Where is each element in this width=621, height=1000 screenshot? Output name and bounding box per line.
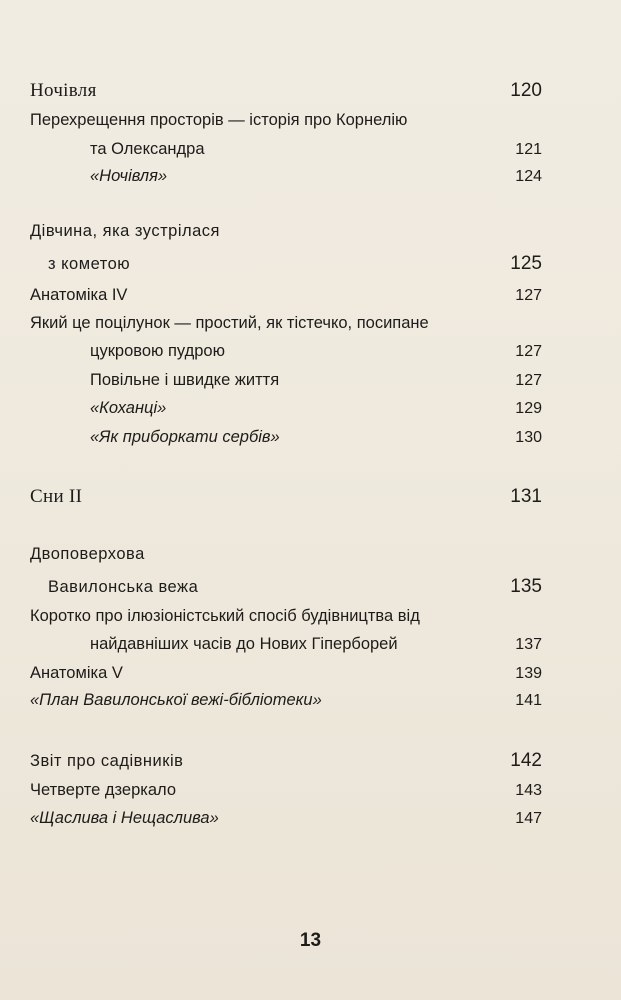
toc-entry-potsilunok[interactable] bbox=[30, 314, 542, 333]
toc-entry-kokhantsi[interactable] bbox=[30, 399, 542, 418]
toc-entry-dvopoverkhova-cont[interactable] bbox=[30, 576, 542, 598]
toc-entry-title: Анатоміка IV bbox=[30, 286, 128, 304]
toc-entry-title: «Як приборкати сербів» bbox=[90, 428, 280, 446]
toc-entry-anatomika-v[interactable] bbox=[30, 664, 542, 683]
toc-entry-title: Повільне і швидке життя bbox=[90, 371, 280, 389]
toc-entry-page: 139 bbox=[515, 665, 542, 682]
toc-entry-shchaslyva[interactable] bbox=[30, 809, 542, 828]
toc-entry-title: Двоповерхова bbox=[30, 545, 145, 563]
toc-entry-nochivlia[interactable] bbox=[30, 80, 542, 102]
toc-entry-page: 127 bbox=[515, 343, 542, 360]
toc-entry-page: 125 bbox=[510, 253, 542, 274]
toc-entry-page: 131 bbox=[510, 486, 542, 507]
toc-entry-title: Ночівля bbox=[30, 80, 97, 101]
toc-entry-povilne-zhyttia[interactable] bbox=[30, 371, 542, 390]
toc-entry-title: найдавніших часів до Нових Гіперборей bbox=[90, 635, 398, 653]
toc-entry-page: 121 bbox=[515, 141, 542, 158]
toc-entry-pryborkaty-serbiv[interactable] bbox=[30, 428, 542, 447]
toc-entry-page: 129 bbox=[515, 400, 542, 417]
toc-entry-plan-vezhi[interactable] bbox=[30, 691, 542, 710]
toc-entry-divchyna[interactable] bbox=[30, 222, 542, 241]
toc-entry-page: 142 bbox=[510, 750, 542, 771]
toc-entry-title: «Коханці» bbox=[90, 399, 167, 417]
toc-entry-chetverte-dzerkalo[interactable] bbox=[30, 781, 542, 800]
toc-entry-sny-ii[interactable] bbox=[30, 486, 542, 508]
toc-entry-page: 127 bbox=[515, 372, 542, 389]
toc-entry-title: Вавилонська вежа bbox=[48, 578, 199, 596]
toc-entry-title: Коротко про ілюзіоністський спосіб будівництва від bbox=[30, 607, 420, 625]
toc-entry-page: 141 bbox=[515, 692, 542, 709]
toc-entry-title: «Ночівля» bbox=[90, 167, 168, 185]
toc-entry-perekhreshchennia[interactable] bbox=[30, 111, 542, 130]
toc-entry-divchyna-cont[interactable] bbox=[30, 253, 542, 275]
toc-entry-title: Перехрещення просторів — історія про Корнелію bbox=[30, 111, 408, 129]
toc-entry-page: 130 bbox=[515, 429, 542, 446]
toc-entry-title: Звіт про садівників bbox=[30, 752, 184, 770]
toc-entry-page: 135 bbox=[510, 576, 542, 597]
toc-entry-page: 124 bbox=[515, 168, 542, 185]
toc-entry-title: Сни II bbox=[30, 486, 83, 507]
toc-entry-page: 147 bbox=[515, 810, 542, 827]
toc-entry-title: Який це поцілунок — простий, як тістечко, посипане bbox=[30, 314, 429, 332]
toc-entry-title: Дівчина, яка зустрілася bbox=[30, 222, 220, 240]
toc-entry-page: 120 bbox=[510, 80, 542, 101]
toc-entry-title: «План Вавилонської вежі-бібліотеки» bbox=[30, 691, 322, 709]
toc-entry-title: цукровою пудрою bbox=[90, 342, 225, 360]
toc-entry-korotko-cont[interactable] bbox=[30, 635, 542, 654]
toc-entry-page: 127 bbox=[515, 287, 542, 304]
toc-entry-page: 143 bbox=[515, 782, 542, 799]
toc-entry-title: Анатоміка V bbox=[30, 664, 123, 682]
toc-entry-page: 137 bbox=[515, 636, 542, 653]
toc-entry-korotko[interactable] bbox=[30, 607, 542, 626]
toc-entry-title: «Щаслива і Нещаслива» bbox=[30, 809, 219, 827]
toc-entry-perekhreshchennia-cont[interactable] bbox=[30, 140, 542, 159]
toc-entry-title: Четверте дзеркало bbox=[30, 781, 176, 799]
toc-entry-zvit[interactable] bbox=[30, 750, 542, 772]
toc-entry-title: та Олександра bbox=[90, 140, 205, 158]
toc-entry-dvopoverkhova[interactable] bbox=[30, 545, 542, 564]
toc-entry-nochivlia-quote[interactable] bbox=[30, 167, 542, 186]
toc-entry-title: з кометою bbox=[48, 255, 131, 273]
page-number: 13 bbox=[299, 930, 322, 951]
toc-entry-anatomika-iv[interactable] bbox=[30, 286, 542, 305]
toc-entry-potsilunok-cont[interactable] bbox=[30, 342, 542, 361]
